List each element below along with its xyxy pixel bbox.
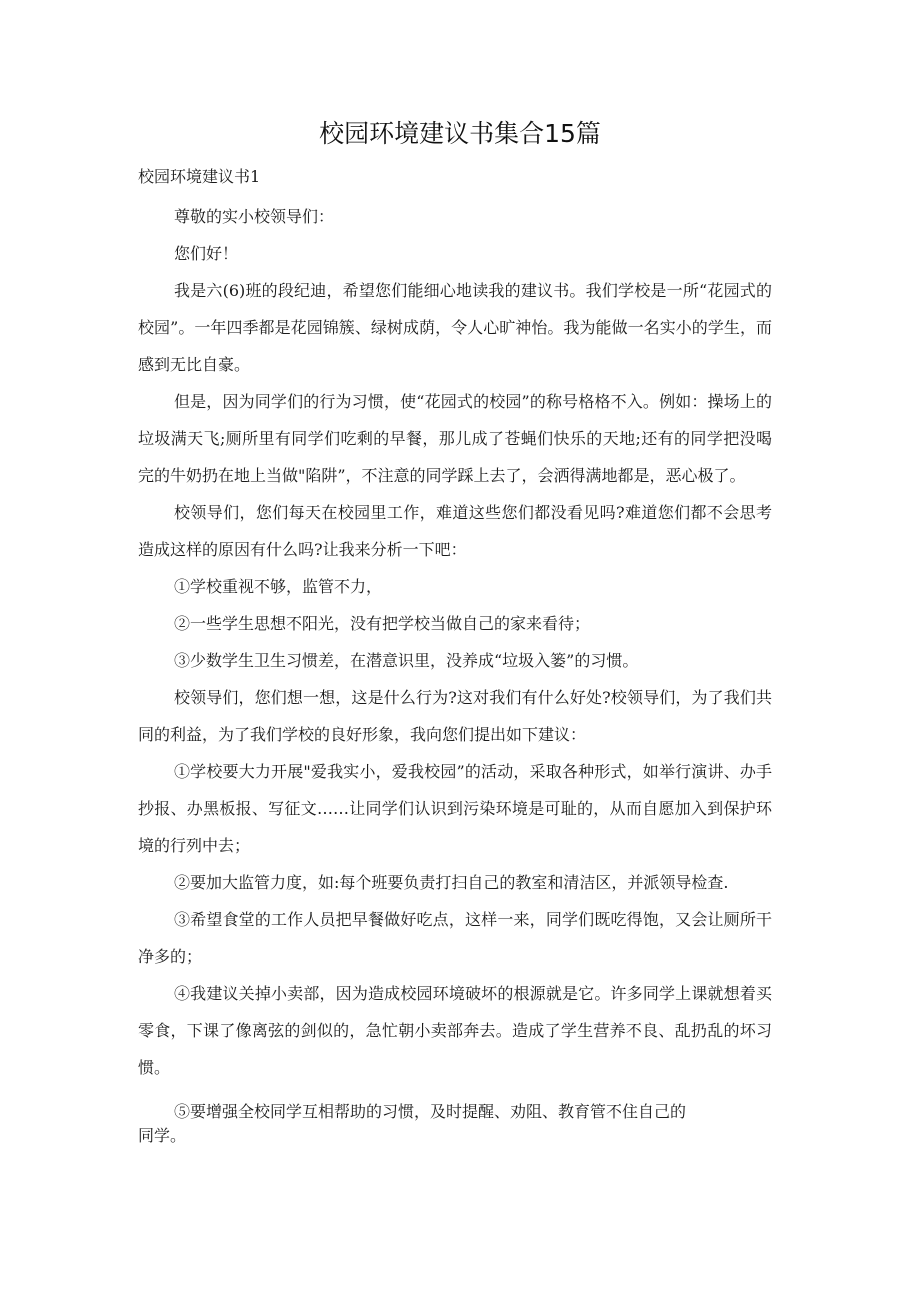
suggestion-5-line-2: 同学。 xyxy=(138,1126,187,1145)
paragraph-proposal-intro: 校领导们，您们想一想，这是什么行为?这对我们有什么好处?校领导们，为了我们共同的利益，为了我们学校的良好形象，我向您们提出如下建议： xyxy=(138,688,772,744)
salutation: 尊敬的实小校领导们： xyxy=(174,207,335,226)
paragraph-problems: 但是，因为同学们的行为习惯，使“花园式的校园”的称号格格不入。例如：操场上的垃圾满天飞;厕所里有同学们吃剩的早餐，那儿成了苍蝇们快乐的天地;还有的同学把没喝完的牛奶扔在地上当做"陷阱”，不注意的同学踩上去了，会洒得满地都是，恶心极了。 xyxy=(138,392,772,485)
list-item-suggestion-4: ④我建议关掉小卖部，因为造成校园环境破坏的根源就是它。许多同学上课就想着买零食，下课了像离弦的剑似的，急忙朝小卖部奔去。造成了学生营养不良、乱扔乱的坏习惯。 xyxy=(138,984,772,1077)
document-body xyxy=(138,162,772,1148)
list-item-suggestion-5 xyxy=(138,1100,772,1148)
suggestion-5-line-1: ⑤要增强全校同学互相帮助的习惯，及时提醒、劝阻、教育管不住自己的 xyxy=(174,1102,687,1121)
document-title: 校园环境建议书集合15篇 xyxy=(319,119,601,148)
paragraph-intro: 我是六(6)班的段纪迪，希望您们能细心地读我的建议书。我们学校是一所“花园式的校园”。一年四季都是花园锦簇、绿树成荫，令人心旷神怡。我为能做一名实小的学生，而感到无比自豪。 xyxy=(138,281,772,374)
list-item-suggestion-3: ③希望食堂的工作人员把早餐做好吃点，这样一来，同学们既吃得饱，又会让厕所干净多的； xyxy=(138,910,772,966)
greeting: 您们好！ xyxy=(174,244,239,263)
list-item-suggestion-2: ②要加大监管力度，如:每个班要负责打扫自己的教室和清洁区，并派领导检查. xyxy=(174,873,729,892)
list-item-cause-2: ②一些学生思想不阳光，没有把学校当做自己的家来看待； xyxy=(174,614,591,633)
list-item-cause-3: ③少数学生卫生习惯差，在潜意识里，没养成“垃圾入篓”的习惯。 xyxy=(174,651,639,670)
list-item-cause-1: ①学校重视不够，监管不力， xyxy=(174,577,383,596)
paragraph-question: 校领导们，您们每天在校园里工作，难道这些您们都没看见吗?难道您们都不会思考造成这样的原因有什么吗?让我来分析一下吧： xyxy=(138,503,772,559)
list-item-suggestion-1: ①学校要大力开展"爱我实小，爱我校园”的活动，采取各种形式，如举行演讲、办手抄报、办黑板报、写征文……让同学们认识到污染环境是可耻的，从而自愿加入到保护环境的行列中去； xyxy=(138,762,772,855)
section-heading: 校园环境建议书1 xyxy=(138,167,261,186)
